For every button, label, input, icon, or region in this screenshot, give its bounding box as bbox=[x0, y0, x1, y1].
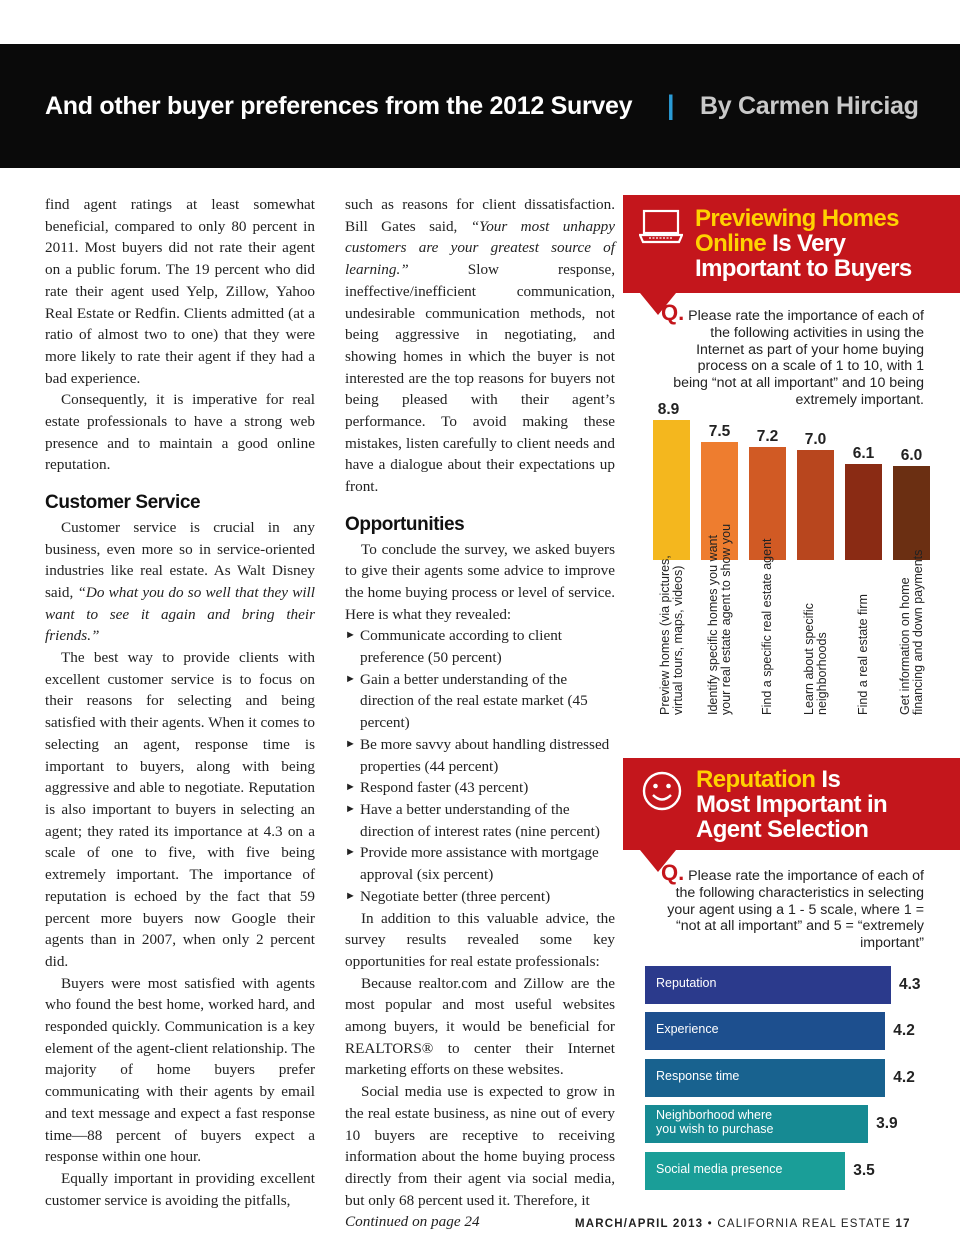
paragraph bbox=[345, 194, 615, 498]
panel-header-reputation bbox=[623, 758, 960, 850]
bar bbox=[653, 420, 690, 560]
bar-value-label: 7.0 bbox=[804, 431, 827, 449]
bar-chart-internet-importance bbox=[623, 400, 960, 730]
paragraph: Social media use is expected to grow in the real estate business, as nine out of every 10 buyers are receptive to receiving information about the home buying process directly from their agent via social media, but only 68 percent used it. Therefore, it bbox=[345, 1083, 615, 1209]
paragraph-text: Slow response, ineffective/inefficient communication, undesirable communication methods, not being aggressive in negotiating, and showing homes in which the buyer is not interested are the top reasons for buyers not being pleased with their agent’s performance. To avoid making these mistakes, listen carefully to client needs and have a dialogue about their expectations up front. bbox=[345, 261, 615, 496]
bullet-icon: ► bbox=[345, 889, 356, 902]
category-label: Reputation bbox=[656, 976, 717, 990]
bullet-icon: ► bbox=[345, 846, 356, 859]
survey-question-1: Q. Please rate the importance of each of the following activities in using the Internet as part of your home buying process on a scale of 1 to 10, with 1 being “not at all important” and 10 being extremely important. bbox=[661, 300, 924, 408]
advice-item bbox=[345, 625, 615, 668]
advice-text: Respond faster (43 percent) bbox=[360, 779, 529, 797]
category-label: Experience bbox=[656, 1022, 719, 1036]
category-label: Learn about specific neighborhoods bbox=[801, 603, 829, 715]
bar bbox=[797, 450, 834, 560]
advice-text: Be more savvy about handling distressed properties (44 percent) bbox=[360, 735, 610, 775]
laptop-icon bbox=[639, 209, 683, 245]
quote-disney: “Do what you do so well that they will want to see it again and bring their friends.” bbox=[45, 583, 315, 645]
title-separator: | bbox=[667, 90, 675, 120]
bullet-icon: ► bbox=[345, 737, 356, 750]
paragraph bbox=[45, 517, 315, 647]
advice-item bbox=[345, 777, 615, 799]
paragraph: In addition to this valuable advice, the survey results revealed some key opportunities for real estate professionals: bbox=[345, 909, 615, 970]
bullet-icon: ► bbox=[345, 672, 356, 685]
advice-item bbox=[345, 799, 615, 842]
advice-text: Have a better understanding of the direction of interest rates (nine percent) bbox=[360, 800, 600, 840]
bar bbox=[845, 464, 882, 560]
category-label: Identify specific homes you want your real estate agent to show you bbox=[705, 523, 733, 715]
quote-gates: “Your most unhappy customers are your greatest source of learning.” bbox=[345, 217, 616, 279]
bar bbox=[645, 1012, 885, 1050]
advice-text: Gain a better understanding of the direction of the real estate market (45 percent) bbox=[360, 670, 588, 732]
text-column-1 bbox=[45, 194, 315, 1211]
article-title: And other buyer preferences from the 2012 Survey bbox=[45, 92, 633, 120]
advice-text: Negotiate better (three percent) bbox=[360, 887, 551, 905]
category-label: Find a specific real estate agent bbox=[760, 538, 774, 715]
panel-title: Previewing Homes Online Is Very Important to Buyers bbox=[695, 205, 912, 282]
panel-title: Reputation Is Most Important in Agent Selection bbox=[696, 766, 888, 843]
paragraph: The best way to provide clients with excellent customer service is to focus on their reasons for selecting and being satisfied with their agents. When it comes to selecting an agent, response time is important to buyers, along with being aggressive and able to negotiate. Reputation is also important to buyers in selecting an agent; they rated its importance at 4.3 on a scale of one to five, with five being extremely important. The importance of reputation is echoed by the fact that 59 percent more buyers now Google their agents than in 2007, when only 2 percent did. bbox=[45, 649, 315, 970]
paragraph: Because realtor.com and Zillow are the most popular and most useful websites among buyers, it would be beneficial for REALTORS® to center their Internet marketing efforts on these websites. bbox=[345, 974, 615, 1079]
article-author: By Carmen Hirciag bbox=[700, 92, 919, 120]
page-footer: MARCH/APRIL 2013 • CALIFORNIA REAL ESTATE 17 bbox=[575, 1218, 911, 1230]
paragraph: Buyers were most satisfied with agents who found the best home, worked hard, and responded quickly. Communication is a key element of the agent-client relationship. The majority of home buyers prefer communicating with their agents by email and text message and expect a fast response time—88 percent of buyers expect a response within one hour. bbox=[45, 974, 315, 1166]
paragraph: Consequently, it is imperative for real estate professionals to have a strong web presence and to maintain a good online reputation. bbox=[45, 391, 315, 474]
category-label: Social media presence bbox=[656, 1162, 783, 1176]
continued-note: Continued on page 24 bbox=[345, 1213, 480, 1231]
paragraph: Equally important in providing excellent customer service is avoiding the pitfalls, bbox=[45, 1169, 315, 1209]
bar-value-label: 4.3 bbox=[899, 976, 921, 993]
bullet-icon: ► bbox=[345, 629, 356, 642]
bar-value-label: 4.2 bbox=[893, 1022, 915, 1039]
bar-value-label: 3.9 bbox=[876, 1115, 898, 1132]
paragraph-text: such as reasons for client dissatisfaction. Bill Gates said, bbox=[345, 196, 615, 235]
paragraph: find agent ratings at least somewhat beneficial, compared to only 80 percent in 2011. Most buyers did not rate their agent on a public forum. The 19 percent who did rate their agent used Yelp, Zillow, Yahoo Real Estate or Redfin. Clients admitted (at a ratio of almost two to one) that they were more likely to rate their agent if they had a bad experience. bbox=[45, 196, 315, 387]
category-label: Get information on home financing and down payments bbox=[897, 549, 925, 715]
paragraph: To conclude the survey, we asked buyers to give their agents some advice to improve the home buying process or level of service. Here is what they revealed: bbox=[345, 540, 615, 623]
text-column-2 bbox=[345, 194, 615, 1233]
panel-header-previewing bbox=[623, 195, 960, 293]
title-banner bbox=[0, 44, 960, 168]
bar bbox=[645, 1105, 868, 1143]
advice-list bbox=[345, 625, 615, 907]
advice-item bbox=[345, 886, 615, 908]
category-label: Response time bbox=[656, 1069, 740, 1083]
bullet-icon: ► bbox=[345, 781, 356, 794]
advice-text: Provide more assistance with mortgage approval (six percent) bbox=[360, 844, 599, 884]
category-label: Neighborhood where you wish to purchase bbox=[656, 1108, 774, 1136]
paragraph-text: Customer service is crucial in any business, even more so in service-oriented industries like real estate. As Walt Disney said, bbox=[45, 518, 315, 601]
smiley-icon bbox=[641, 770, 683, 812]
category-label: Preview homes (via pictures, virtual tours, maps, videos) bbox=[657, 555, 685, 715]
bar bbox=[893, 466, 930, 560]
survey-question-2: Q. Please rate the importance of each of the following characteristics in selecting your agent using a 1 - 5 scale, where 1 = “not at all important” and 5 = “extremely important” bbox=[661, 860, 924, 952]
advice-item bbox=[345, 669, 615, 734]
bar-value-label: 3.5 bbox=[853, 1162, 875, 1179]
bar-value-label: 6.1 bbox=[852, 445, 875, 463]
bar bbox=[645, 1152, 845, 1190]
bar-value-label: 7.5 bbox=[708, 423, 731, 441]
section-heading-customer-service: Customer Service bbox=[45, 492, 201, 514]
bar-value-label: 8.9 bbox=[657, 401, 680, 419]
category-label: Find a real estate firm bbox=[856, 594, 870, 715]
advice-item bbox=[345, 842, 615, 885]
bar-value-label: 7.2 bbox=[756, 427, 779, 445]
section-heading-opportunities: Opportunities bbox=[345, 513, 465, 535]
bar-value-label: 6.0 bbox=[900, 446, 923, 464]
bullet-icon: ► bbox=[345, 802, 356, 815]
bar-value-label: 4.2 bbox=[893, 1069, 915, 1086]
bar bbox=[645, 966, 891, 1004]
advice-text: Communicate according to client preference (50 percent) bbox=[360, 627, 563, 667]
advice-item bbox=[345, 734, 615, 777]
bar bbox=[645, 1059, 885, 1097]
